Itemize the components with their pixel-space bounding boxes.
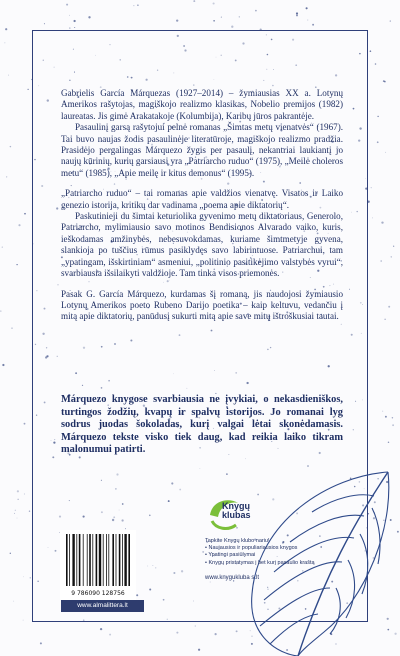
speckle-dot bbox=[69, 15, 70, 16]
speckle-dot bbox=[5, 43, 6, 44]
speckle-dot bbox=[23, 620, 24, 621]
club-benefit: • Ypatingi pasiūlymai bbox=[205, 552, 355, 559]
speckle-dot bbox=[74, 27, 75, 28]
barcode-bar bbox=[128, 534, 130, 586]
barcode-bar bbox=[119, 534, 121, 586]
barcode-bar bbox=[66, 534, 68, 586]
speckle-dot bbox=[137, 4, 139, 6]
speckle-dot bbox=[377, 116, 378, 117]
barcode-bar bbox=[83, 534, 84, 586]
speckle-dot bbox=[24, 213, 26, 215]
speckle-dot bbox=[375, 63, 377, 65]
speckle-dot bbox=[73, 20, 75, 22]
barcode-bar bbox=[89, 534, 91, 586]
speckle-dot bbox=[2, 364, 4, 366]
speckle-dot bbox=[30, 577, 31, 578]
speckle-dot bbox=[381, 221, 383, 223]
speckle-dot bbox=[17, 518, 18, 519]
speckle-dot bbox=[15, 510, 16, 511]
book-club-logo-text bbox=[222, 502, 251, 520]
speckle-dot bbox=[109, 634, 111, 636]
barcode-bar bbox=[72, 534, 74, 586]
barcode-bar bbox=[76, 534, 77, 586]
speckle-dot bbox=[384, 319, 385, 320]
barcode-bar bbox=[92, 534, 93, 586]
speckle-dot bbox=[231, 26, 233, 28]
speckle-dot bbox=[382, 411, 383, 412]
barcode-bar bbox=[106, 534, 107, 586]
speckle-dot bbox=[10, 553, 11, 554]
speckle-dot bbox=[6, 176, 7, 177]
speckle-dot bbox=[28, 89, 29, 90]
speckle-dot bbox=[296, 12, 298, 14]
speckle-dot bbox=[393, 246, 394, 247]
barcode-bar bbox=[69, 534, 70, 586]
speckle-dot bbox=[29, 511, 30, 512]
speckle-dot bbox=[195, 626, 196, 627]
barcode-bar bbox=[112, 534, 114, 586]
bio-paragraph-2: Pasaulinį garsą rašytojui pelnė romanas „Šimtas metų vienatvės“ (1967). Tai buvo naujas žodis pasaulinėje literatūroje, magiškojo realizmo pradžia. Prasidėjo pergalingas Márquezo žygis per pasaulį, nekantriai laukiantį jo naujų kūrinių, kurių garsiausi yra „Patriarcho ruduo“ (1975), „Meilė choleros metu“ (1985), „Apie meilę ir kitus demonus“ (1995). bbox=[61, 122, 343, 178]
speckle-dot bbox=[391, 256, 392, 257]
author-note: Pasak G. García Márquezo, kurdamas šį romaną, jis naudojosi žymiausio Lotynų Amerikos poeto Rubeno Darijo poetika – kaip keltuvu, vedančiu į mitą apie diktatorių, panūdusį sukurti mitą apie save mitų ištroškusiai tautai. bbox=[61, 288, 343, 322]
speckle-dot bbox=[44, 23, 45, 24]
speckle-dot bbox=[213, 20, 215, 22]
highlight-quote: Márquezo knygose svarbiausia ne įvykiai, o nekasdieniškos, turtingos žodžių, kvapų ir spalvų istorijos. Jo romanai lyg sodrus juodas šokoladas, kurį valgai lėtai skonėdamasis. Márquezo tekste visko tiek daug, kad reikia laiko tikram malonumui patirti. bbox=[61, 394, 343, 456]
speckle-dot bbox=[380, 260, 382, 262]
speckle-dot bbox=[18, 499, 19, 500]
club-invite: Tapkite Knygų klubo nariu! bbox=[205, 538, 270, 544]
speckle-dot bbox=[14, 513, 15, 514]
speckle-dot bbox=[5, 28, 7, 30]
speckle-dot bbox=[296, 15, 298, 17]
speckle-dot bbox=[0, 310, 1, 311]
barcode-bar bbox=[96, 534, 98, 586]
speckle-dot bbox=[193, 0, 195, 2]
speckle-dot bbox=[16, 264, 17, 265]
about-paragraph-1: „Patriarcho ruduo“ – tai romanas apie valdžios vienatvę. Visatos ir Laiko genezio istorija, kritikų dar vadinama „poema apie diktatorių“. bbox=[61, 188, 343, 210]
speckle-dot bbox=[388, 442, 389, 443]
logo-line-2: klubas bbox=[222, 510, 251, 520]
speckle-dot bbox=[392, 424, 394, 426]
speckle-dot bbox=[385, 152, 386, 153]
speckle-dot bbox=[69, 27, 70, 28]
isbn-number: 9 786090 128756 bbox=[71, 590, 125, 597]
speckle-dot bbox=[24, 494, 25, 495]
speckle-dot bbox=[370, 50, 372, 52]
speckle-dot bbox=[40, 642, 42, 644]
barcode-bar bbox=[122, 534, 123, 586]
speckle-dot bbox=[312, 24, 314, 26]
speckle-dot bbox=[18, 224, 20, 226]
club-benefit: • Knygų pristatymas į bet kurį pasaulio kraštą bbox=[205, 560, 355, 567]
speckle-dot bbox=[372, 218, 373, 219]
speckle-dot bbox=[377, 141, 379, 143]
speckle-dot bbox=[307, 20, 308, 21]
book-club-info bbox=[205, 538, 355, 567]
speckle-dot bbox=[390, 20, 391, 21]
speckle-dot bbox=[383, 80, 385, 82]
body-text bbox=[61, 88, 343, 323]
barcode bbox=[60, 530, 136, 600]
barcode-bar bbox=[99, 534, 101, 586]
speckle-dot bbox=[239, 16, 240, 17]
speckle-dot bbox=[8, 75, 9, 76]
about-paragraph-2: Paskutinieji du šimtai keturiolika gyvenimo metų diktatoriaus, Generolo, Patriarcho, mylimiausio savo motinos Bendisionos Alvarado vaiko, kuris, ieškodamas amžinybės, nebesuvokdamas, kuriame šimtmetyje gyvena, slankioja po tuščius rūmus pasiklydęs savo labirintuose. Patriarchui, tam „ypatingam, išskirtiniam“ asmeniui, „politinio pasitikėjimo valstybės vyrui“, svarbiausia išsilaikyti valdžioje. Tam tinka visos priemonės. bbox=[61, 211, 343, 279]
barcode-bar bbox=[87, 534, 88, 586]
barcode-bar bbox=[108, 534, 109, 586]
logo-line-1: Knygų bbox=[222, 501, 250, 511]
speckle-dot bbox=[100, 628, 102, 630]
speckle-dot bbox=[88, 16, 90, 18]
club-benefit: • Naujausios ir populiariausios knygos bbox=[205, 545, 355, 552]
barcode-bar bbox=[79, 534, 81, 586]
speckle-dot bbox=[2, 246, 3, 247]
barcode-bar bbox=[124, 534, 126, 586]
speckle-dot bbox=[213, 2, 215, 4]
speckle-dot bbox=[215, 633, 217, 635]
barcode-bar bbox=[116, 534, 117, 586]
speckle-dot bbox=[371, 187, 372, 188]
speckle-dot bbox=[388, 306, 390, 308]
speckle-dot bbox=[24, 423, 26, 425]
publisher-url[interactable]: www.almalittera.lt bbox=[61, 600, 144, 612]
speckle-dot bbox=[385, 416, 387, 418]
barcode-bar bbox=[103, 534, 104, 586]
speckle-dot bbox=[17, 490, 19, 492]
speckle-dot bbox=[255, 10, 257, 12]
speckle-dot bbox=[13, 601, 14, 602]
book-club-url[interactable]: www.knygukluba s.lt bbox=[205, 575, 260, 581]
speckle-dot bbox=[198, 649, 200, 651]
speckle-dot bbox=[66, 4, 68, 6]
speckle-dot bbox=[221, 17, 222, 18]
speckle-dot bbox=[23, 576, 24, 577]
speckle-dot bbox=[133, 5, 134, 6]
speckle-dot bbox=[176, 19, 178, 21]
speckle-dot bbox=[306, 7, 308, 9]
speckle-dot bbox=[10, 146, 11, 147]
speckle-dot bbox=[392, 417, 393, 418]
bio-paragraph-1: Gabrielis García Márquezas (1927–2014) – žymiausias XX a. Lotynų Amerikos rašytojas, magiškojo realizmo klasikas, Nobelio premijos (1982) laureatas. Jis gimė Arakatakoje (Kolumbija), Karibų jūros pakrantėje. bbox=[61, 88, 343, 121]
speckle-dot bbox=[176, 632, 178, 634]
speckle-dot bbox=[11, 327, 12, 328]
